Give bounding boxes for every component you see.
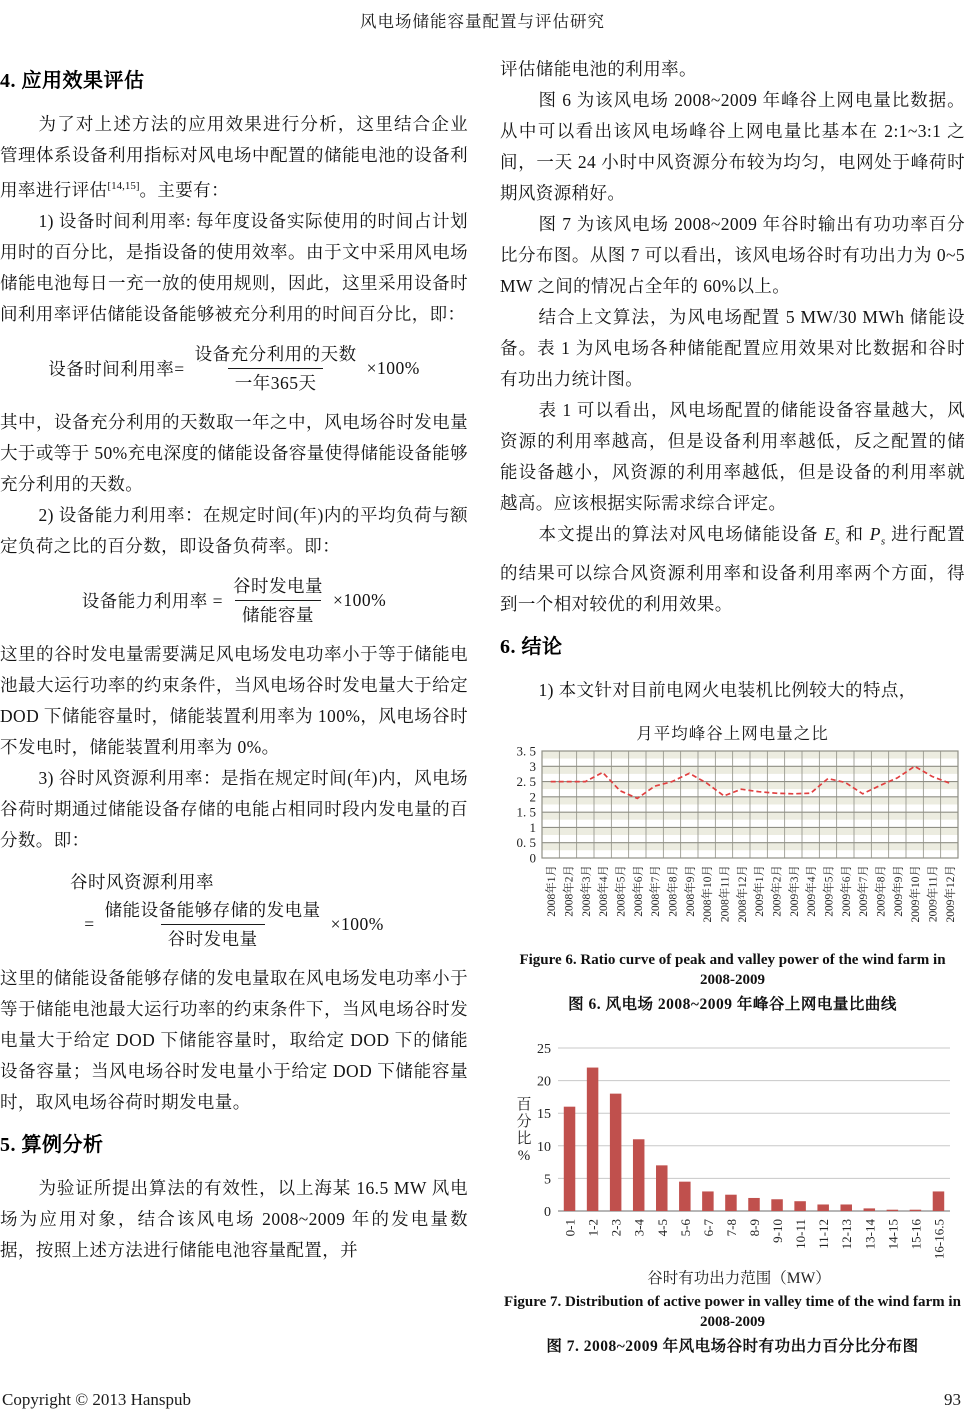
svg-text:2008年6月: 2008年6月 [632, 864, 645, 917]
figure6-caption-en: Figure 6. Ratio curve of peak and valley power of the wind farm in 2008-2009 [519, 951, 946, 988]
citation-superscript: [14,15] [107, 180, 140, 192]
svg-text:%: % [517, 1147, 531, 1164]
formula-numerator: 谷时发电量 [233, 575, 324, 596]
svg-text:比: 比 [516, 1130, 532, 1147]
footer-page-number: 93 [944, 1390, 961, 1409]
svg-text:2009年9月: 2009年9月 [892, 864, 905, 917]
figure6-block [500, 720, 965, 1014]
paragraph [500, 519, 965, 620]
svg-text:11-12: 11-12 [816, 1218, 832, 1249]
formula-lhs: 设备时间利用率= [48, 358, 185, 379]
svg-text:12-13: 12-13 [839, 1218, 855, 1249]
formula-device-time-utilization [0, 342, 468, 395]
svg-text:3. 5: 3. 5 [516, 745, 536, 758]
svg-text:2009年10月: 2009年10月 [910, 864, 923, 922]
paragraph: 表 1 可以看出，风电场配置的储能设备容量越大，风资源的利用率越高，但是设备利用率越低，反之配置的储能设备越小，风资源的利用率越低，但是设备的利用率就越高。应该根据实际需求综合评定。 [500, 400, 965, 513]
svg-text:2-3: 2-3 [608, 1218, 624, 1236]
formula-fraction [226, 574, 330, 627]
figure7-bar-chart [500, 1036, 962, 1286]
paragraph: 图 7 为该风电场 2008~2009 年谷时输出有功功率百分比分布图。从图 7 可以看出，该风电场谷时有功出力为 0~5 MW 之间的情况占全年的 60%以上。 [500, 214, 965, 296]
svg-text:15-16: 15-16 [908, 1218, 924, 1249]
formula-numerator: 储能设备能够存储的发电量 [104, 899, 321, 920]
formula-denominator: 一年365天 [228, 368, 324, 395]
figure6-caption-zh: 图 6. 风电场 2008~2009 年峰谷上网电量比曲线 [568, 995, 897, 1013]
paragraph: 结合上文算法，为风电场配置 5 MW/30 MWh 储能设备。表 1 为风电场各种储能配置应用效果对比数据和谷时有功出力统计图。 [500, 307, 965, 389]
svg-text:分: 分 [516, 1113, 532, 1130]
formula-equals: = [84, 913, 95, 934]
paragraph: 评估储能电池的利用率。 [500, 59, 697, 79]
svg-text:2008年2月: 2008年2月 [563, 864, 576, 917]
svg-text:2008年4月: 2008年4月 [598, 864, 611, 917]
svg-text:1-2: 1-2 [585, 1218, 601, 1236]
paragraph-text: 。主要有： [139, 179, 229, 200]
formula-numerator: 设备充分利用的天数 [194, 343, 357, 364]
svg-text:2009年5月: 2009年5月 [823, 864, 836, 917]
formula-device-capacity-utilization [0, 574, 468, 627]
section-heading-4: 4. 应用效果评估 [0, 70, 145, 92]
svg-text:6-7: 6-7 [700, 1218, 716, 1236]
formula-multiplier: ×100% [330, 913, 384, 934]
paragraph-text: 为了对上述方法的应用效果进行分析，这里结合企业管理体系设备利用指标对风电场中配置的储能电池的设备利用率进行评估 [0, 114, 468, 200]
paragraph [0, 109, 468, 206]
svg-text:14-15: 14-15 [885, 1218, 901, 1249]
formula-denominator: 谷时发电量 [161, 924, 265, 951]
svg-text:2009年4月: 2009年4月 [806, 864, 819, 917]
svg-text:百: 百 [516, 1096, 532, 1113]
svg-text:15: 15 [537, 1106, 551, 1122]
svg-text:2008年3月: 2008年3月 [580, 864, 593, 917]
page-header-title: 风电场储能容量配置与评估研究 [360, 12, 605, 31]
svg-text:2. 5: 2. 5 [516, 773, 536, 789]
formula-fraction [188, 342, 364, 395]
svg-text:0: 0 [544, 1204, 551, 1220]
paragraph: 这里的谷时发电量需要满足风电场发电功率小于等于储能电池最大运行功率的约束条件，当风电场谷时发电量大于给定 DOD 下储能容量时，储能装置利用率为 100%，风电场谷时不发电时，储能装置利用率为 0%。 [0, 643, 468, 757]
svg-text:0-1: 0-1 [562, 1218, 578, 1236]
svg-text:2008年7月: 2008年7月 [650, 864, 663, 917]
svg-text:3: 3 [529, 758, 536, 774]
paragraph: 3) 谷时风资源利用率：是指在规定时间(年)内，风电场谷荷时期通过储能设备存储的电能占相同时段内发电量的百分数。即： [0, 767, 468, 850]
figure6-chart-title: 月平均峰谷上网电量之比 [636, 723, 829, 743]
section-heading-6: 6. 结论 [500, 635, 563, 658]
svg-text:2009年8月: 2009年8月 [875, 864, 888, 917]
svg-text:2009年6月: 2009年6月 [840, 864, 853, 917]
footer-copyright: Copyright © 2013 Hanspub [2, 1390, 192, 1409]
svg-text:10-11: 10-11 [793, 1218, 809, 1249]
svg-text:4-5: 4-5 [654, 1218, 670, 1236]
svg-text:2008年11月: 2008年11月 [719, 864, 732, 922]
left-column [0, 54, 468, 1266]
paragraph: 为验证所提出算法的有效性，以上海某 16.5 MW 风电场为应用对象，结合该风电场 2008~2009 年的发电量数据，按照上述方法进行储能电池容量配置，并 [0, 1177, 468, 1260]
svg-text:2009年12月: 2009年12月 [944, 864, 957, 922]
svg-text:1: 1 [529, 819, 536, 835]
svg-text:谷时有功出力范围（MW）: 谷时有功出力范围（MW） [647, 1269, 831, 1286]
svg-text:1. 5: 1. 5 [516, 804, 536, 820]
figure6-line-chart [500, 746, 962, 944]
svg-text:2009年11月: 2009年11月 [927, 864, 940, 922]
section-heading-5: 5. 算例分析 [0, 1133, 104, 1156]
svg-text:2008年8月: 2008年8月 [667, 864, 680, 917]
paragraph-text: 和 [839, 524, 870, 544]
svg-text:7-8: 7-8 [723, 1218, 739, 1236]
svg-text:5-6: 5-6 [677, 1218, 693, 1236]
paragraph: 2) 设备能力利用率：在规定时间(年)内的平均负荷与额定负荷之比的百分数，即设备负荷率。即： [0, 504, 468, 556]
svg-text:0: 0 [529, 850, 536, 865]
right-column [500, 54, 965, 1356]
paragraph: 1) 设备时间利用率: 每年度设备实际使用的时间占计划用时的百分比，是指设备的使用效率。由于文中采用风电场储能电池每日一充一放的使用规则，因此，这里采用设备时间利用率评估储能设备能够被充分利用的时间百分比，即： [0, 210, 468, 324]
formula-fraction [98, 898, 328, 951]
variable-Ps: $P_s$ [869, 524, 886, 548]
svg-text:13-14: 13-14 [862, 1218, 878, 1249]
figure7-caption-zh: 图 7. 2008~2009 年风电场谷时有功出力百分比分布图 [546, 1337, 919, 1355]
svg-text:25: 25 [537, 1041, 551, 1057]
formula-lhs: 设备能力利用率 = [81, 590, 224, 611]
paragraph: 其中，设备充分利用的天数取一年之中，风电场谷时发电量大于或等于 50%充电深度的储能设备容量使得储能设备能够充分利用的天数。 [0, 411, 468, 494]
formula-valley-wind-utilization [0, 868, 468, 951]
svg-text:16-16.5: 16-16.5 [931, 1218, 947, 1259]
paragraph: 这里的储能设备能够存储的发电量取在风电场发电功率小于等于储能电池最大运行功率的约束条件下，当风电场谷时发电量大于给定 DOD 下储能容量时，取给定 DOD 下的储能设备容量；当风电场谷时发电量小于给定 DOD 下储能容量时，取风电场谷荷时期发电量。 [0, 967, 468, 1112]
svg-text:2008年9月: 2008年9月 [684, 864, 697, 917]
svg-text:2009年1月: 2009年1月 [754, 864, 767, 917]
figure7-caption-en: Figure 7. Distribution of active power in valley time of the wind farm in 2008-2009 [504, 1293, 961, 1330]
paragraph-text: 本文提出的算法对风电场储能设备 [538, 524, 825, 544]
svg-text:8-9: 8-9 [747, 1218, 762, 1236]
svg-text:5: 5 [544, 1171, 551, 1187]
svg-text:2: 2 [529, 788, 536, 804]
paragraph-text: 进行配置的结果可以综合风资源利用率和设备利用率两个方面，得到一个相对较优的利用效果。 [500, 524, 965, 614]
formula-lhs-line: 谷时风资源利用率 [70, 871, 214, 892]
svg-text:2008年1月: 2008年1月 [546, 864, 559, 917]
paragraph: 1) 本文针对目前电网火电装机比例较大的特点， [538, 679, 917, 700]
svg-text:2009年3月: 2009年3月 [788, 864, 801, 917]
svg-text:0. 5: 0. 5 [516, 834, 536, 850]
variable-Es: $E_s$ [824, 524, 840, 548]
formula-multiplier: ×100% [366, 357, 420, 378]
svg-text:20: 20 [537, 1074, 551, 1090]
svg-text:3-4: 3-4 [631, 1218, 647, 1236]
svg-text:2008年5月: 2008年5月 [615, 864, 628, 917]
figure7-block [500, 1036, 965, 1356]
svg-text:9-10: 9-10 [770, 1218, 786, 1243]
svg-text:2009年7月: 2009年7月 [858, 864, 871, 917]
formula-multiplier: ×100% [333, 589, 387, 610]
svg-text:10: 10 [537, 1139, 551, 1155]
svg-text:2008年10月: 2008年10月 [702, 864, 715, 922]
paragraph: 图 6 为该风电场 2008~2009 年峰谷上网电量比数据。从中可以看出该风电场峰谷上网电量比基本在 2:1~3:1 之间，一天 24 小时中风资源分布较为均匀，电网处于峰荷时期风资源稍好。 [500, 90, 965, 203]
svg-text:2008年12月: 2008年12月 [736, 864, 749, 922]
svg-text:2009年2月: 2009年2月 [771, 864, 784, 917]
formula-denominator: 储能容量 [235, 600, 321, 627]
